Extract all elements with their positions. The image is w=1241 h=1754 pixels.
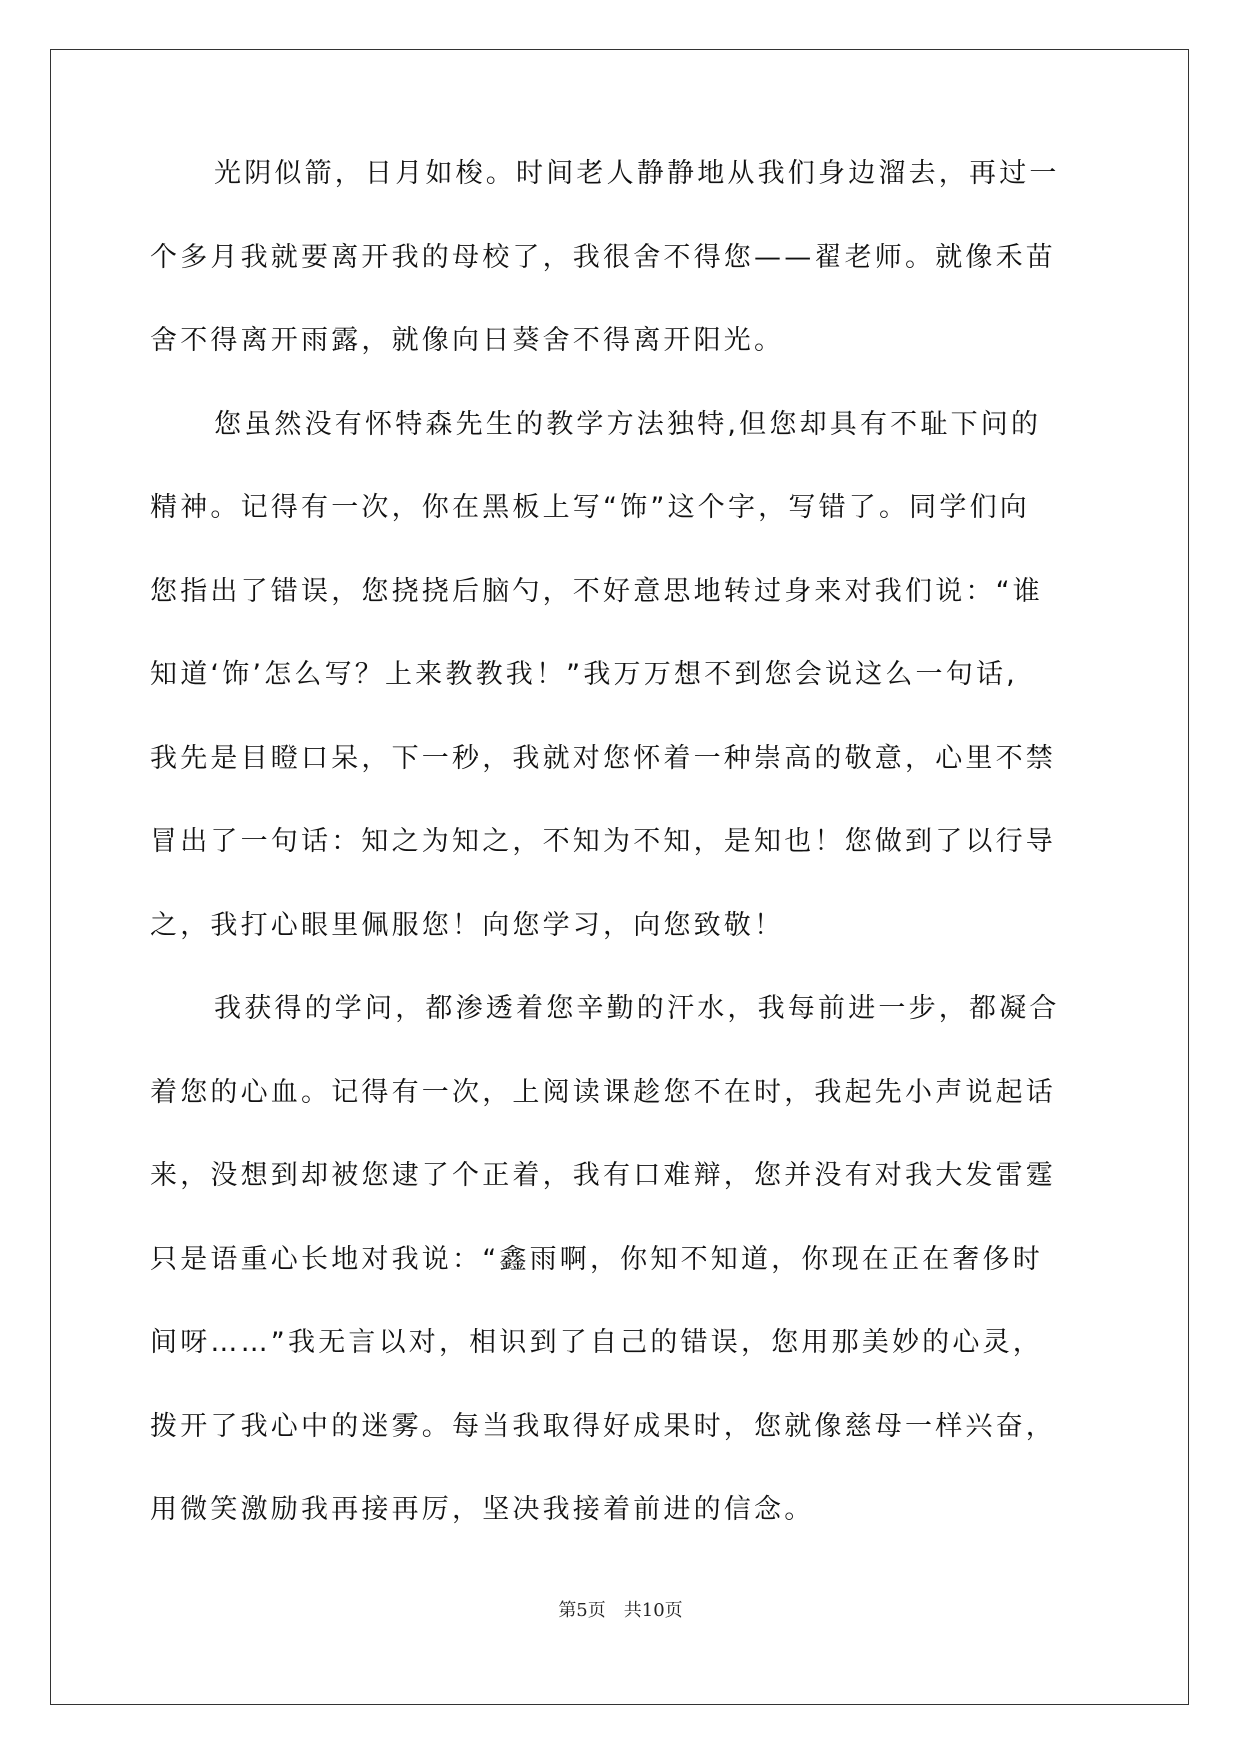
text-line: 拨开了我心中的迷雾。每当我取得好成果时，您就像慈母一样兴奋， [150,1410,1056,1442]
text-line: 精神。记得有一次，你在黑板上写“饰”这个字，写错了。同学们向 [150,492,1030,523]
page-footer [0,1596,1241,1622]
text-line: 舍不得离开雨露，就像向日葵舍不得离开阳光。 [150,325,785,356]
text-line: 光阴似箭，日月如梭。时间老人静静地从我们身边溜去，再过一 [214,158,1060,189]
text-line: 用微笑激励我再接再厉，坚决我接着前进的信念。 [150,1494,815,1525]
text-line: 着您的心血。记得有一次，上阅读课趁您不在时，我起先小声说起话 [150,1076,1056,1108]
text-line: 冒出了一句话：知之为知之，不知为不知，是知也！您做到了以行导 [150,826,1056,857]
text-line: 来，没想到却被您逮了个正着，我有口难辩，您并没有对我大发雷霆 [150,1160,1056,1191]
text-line: 我先是目瞪口呆，下一秒，我就对您怀着一种崇高的敬意，心里不禁 [150,742,1056,774]
text-line: 间呀……”我无言以对，相识到了自己的错误，您用那美妙的心灵， [150,1327,1043,1358]
text-line: 我获得的学问，都渗透着您辛勤的汗水，我每前进一步，都凝合 [214,993,1060,1024]
body-text [150,157,1100,1577]
text-line: 只是语重心长地对我说：“鑫雨啊，你知不知道，你现在正在奢侈时 [150,1243,1043,1275]
text-line: 之，我打心眼里佩服您！向您学习，向您致敬！ [150,909,785,941]
text-line: 知道‘饰’怎么写？上来教教我！”我万万想不到您会说这么一句话, [150,659,1018,690]
page-number: 第5页 共10页 [558,1600,683,1621]
text-line: 个多月我就要离开我的母校了，我很舍不得您——翟老师。就像禾苗 [150,241,1056,273]
text-line: 您指出了错误，您挠挠后脑勺，不好意思地转过身来对我们说：“谁 [150,575,1043,607]
text-line: 您虽然没有怀特森先生的教学方法独特,但您却具有不耻下问的 [214,408,1042,440]
